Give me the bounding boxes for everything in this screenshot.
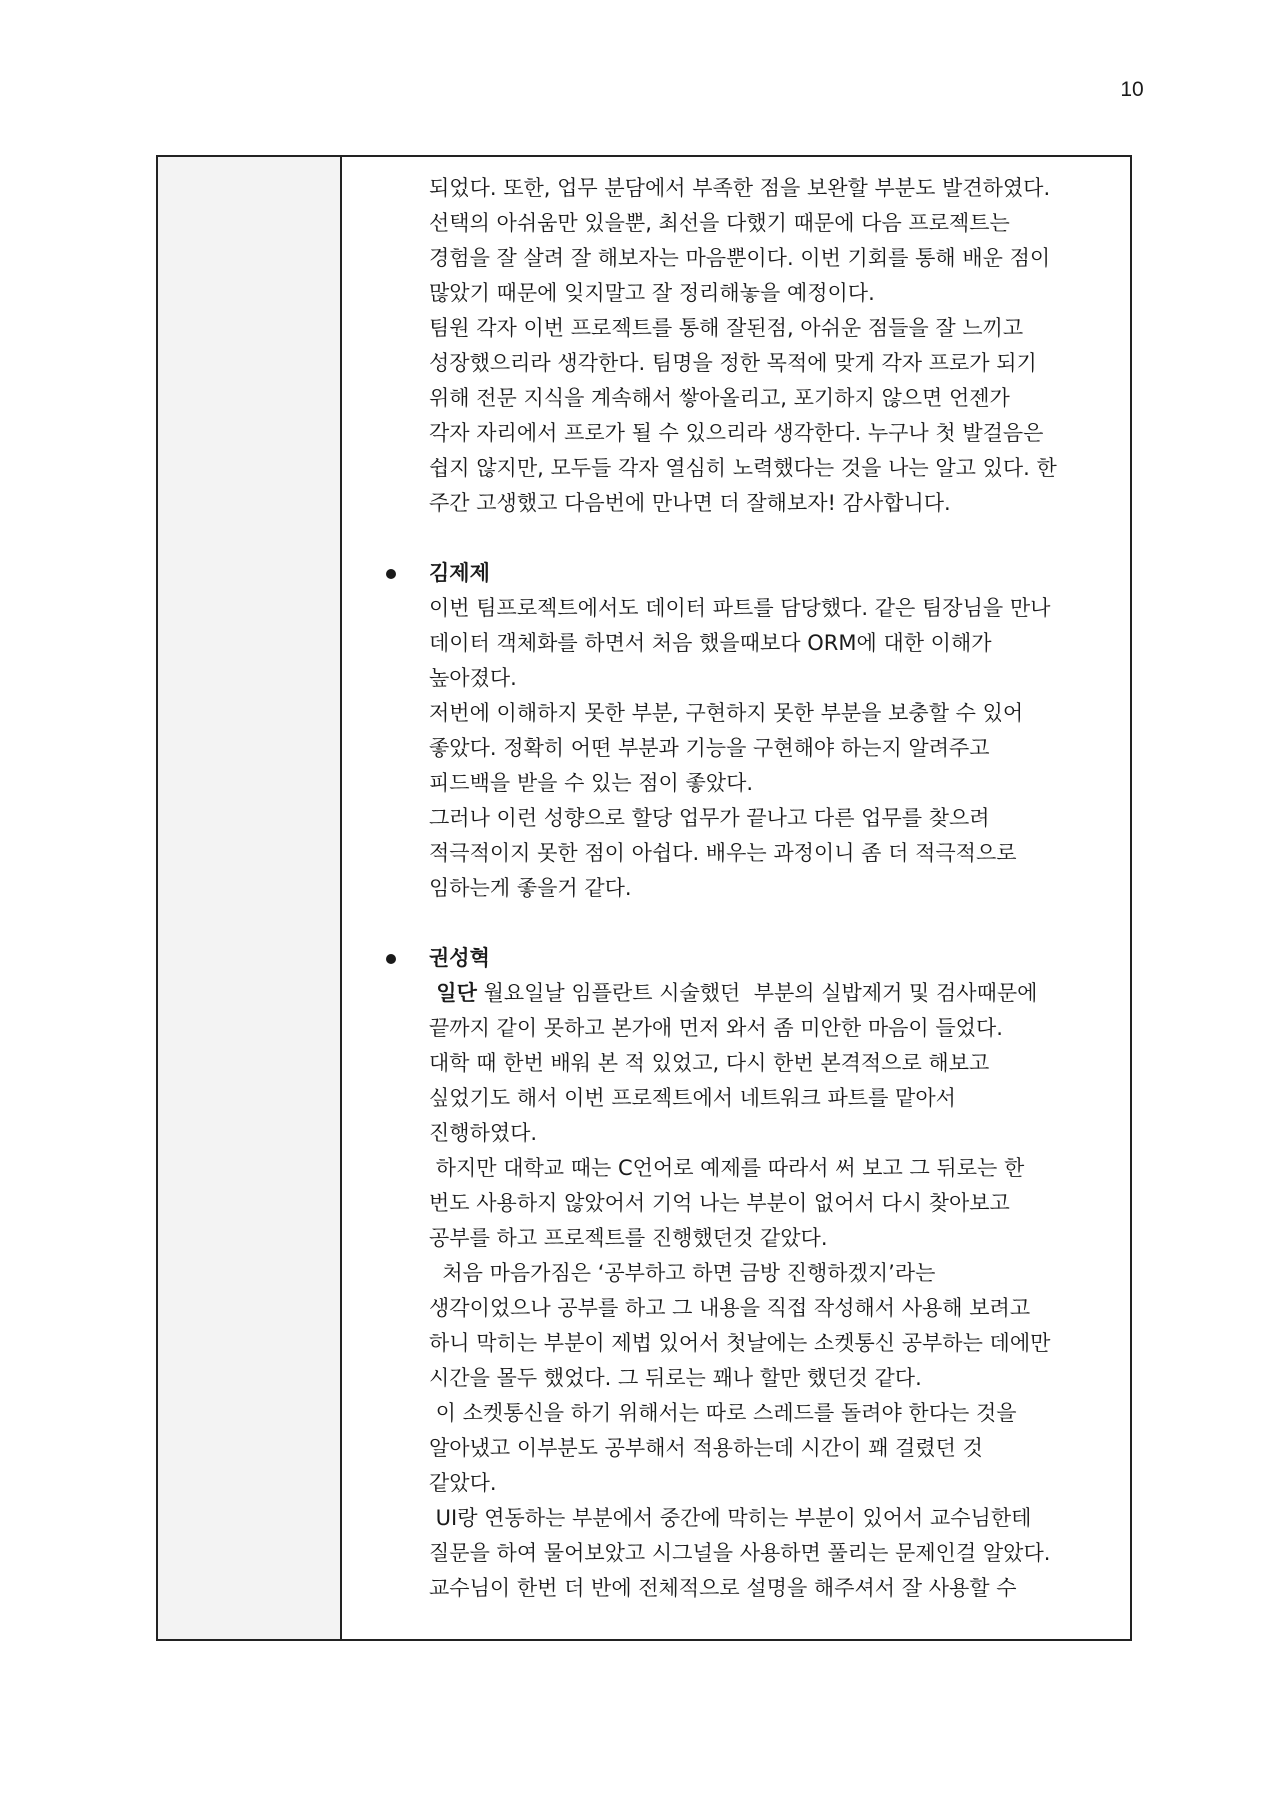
body-line: 주간 고생했고 다음번에 만나면 더 잘해보자! 감사합니다. — [429, 491, 951, 515]
body-line: 시간을 몰두 했었다. 그 뒤로는 꽤나 할만 했던것 같다. — [429, 1366, 922, 1390]
section-heading — [342, 556, 1116, 591]
body-line: 처음 마음가짐은 ‘공부하고 하면 금방 진행하겠지’라는 — [429, 1261, 936, 1285]
body-line: 성장했으리라 생각한다. 팀명을 정한 목적에 맞게 각자 프로가 되기 — [429, 351, 1037, 375]
body-line: 위해 전문 지식을 계속해서 쌓아올리고, 포기하지 않으면 언젠가 — [429, 386, 1010, 410]
body-line: 그러나 이런 성향으로 할당 업무가 끝나고 다른 업무를 찾으려 — [429, 806, 990, 830]
body-line: 이 소켓통신을 하기 위해서는 따로 스레드를 돌려야 한다는 것을 — [429, 1401, 1017, 1425]
section-heading-text: 권성혁 — [429, 946, 490, 970]
section-body — [342, 591, 1116, 906]
document-table — [156, 155, 1132, 1641]
body-line: 높아졌다. — [429, 666, 517, 690]
body-line: 피드백을 받을 수 있는 점이 좋았다. — [429, 771, 754, 795]
table-label-column — [158, 157, 342, 1639]
body-line: 싶었기도 해서 이번 프로젝트에서 네트워크 파트를 맡아서 — [429, 1086, 956, 1110]
section-kwonseonghyeok — [342, 941, 1116, 1606]
body-line: 임하는게 좋을거 같다. — [429, 876, 632, 900]
body-line: 각자 자리에서 프로가 될 수 있으리라 생각한다. 누구나 첫 발걸음은 — [429, 421, 1044, 445]
intro-paragraph — [342, 171, 1116, 521]
body-line: 알아냈고 이부분도 공부해서 적용하는데 시간이 꽤 걸렸던 것 — [429, 1436, 983, 1460]
body-text: 월요일날 임플란트 시술했던 부분의 실밥제거 및 검사때문에 — [476, 981, 1038, 1005]
table-content-column — [342, 157, 1130, 1639]
body-line: 좋았다. 정확히 어떤 부분과 기능을 구현해야 하는지 알려주고 — [429, 736, 990, 760]
body-line: 대학 때 한번 배워 본 적 있었고, 다시 한번 본격적으로 해보고 — [429, 1051, 990, 1075]
bullet-icon — [386, 569, 396, 579]
body-line: 번도 사용하지 않았어서 기억 나는 부분이 없어서 다시 찾아보고 — [429, 1191, 1010, 1215]
body-line: 경험을 잘 살려 잘 해보자는 마음뿐이다. 이번 기회를 통해 배운 점이 — [429, 246, 1051, 270]
body-line: 공부를 하고 프로젝트를 진행했던것 같았다. — [429, 1226, 828, 1250]
section-body — [342, 1011, 1116, 1606]
body-line: 선택의 아쉬움만 있을뿐, 최선을 다했기 때문에 다음 프로젝트는 — [429, 211, 1010, 235]
body-line: 하니 막히는 부분이 제법 있어서 첫날에는 소켓통신 공부하는 데에만 — [429, 1331, 1051, 1355]
body-line: 되었다. 또한, 업무 분담에서 부족한 점을 보완할 부분도 발견하였다. — [429, 176, 1051, 200]
body-line: 끝까지 같이 못하고 본가애 먼저 와서 좀 미안한 마음이 들었다. — [429, 1016, 1003, 1040]
emphasized-text: 일단 — [429, 981, 477, 1005]
body-line — [342, 976, 1116, 1011]
body-line: 생각이었으나 공부를 하고 그 내용을 직접 작성해서 사용해 보려고 — [429, 1296, 1031, 1320]
body-line: 적극적이지 못한 점이 아쉽다. 배우는 과정이니 좀 더 적극적으로 — [429, 841, 1017, 865]
body-line: 팀원 각자 이번 프로젝트를 통해 잘된점, 아쉬운 점들을 잘 느끼고 — [429, 316, 1024, 340]
section-heading-text: 김제제 — [429, 561, 490, 585]
body-line: UI랑 연동하는 부분에서 중간에 막히는 부분이 있어서 교수님한테 — [429, 1506, 1032, 1530]
body-line: 저번에 이해하지 못한 부분, 구현하지 못한 부분을 보충할 수 있어 — [429, 701, 1024, 725]
body-line: 하지만 대학교 때는 C언어로 예제를 따라서 써 보고 그 뒤로는 한 — [429, 1156, 1025, 1180]
bullet-icon — [386, 954, 396, 964]
body-line: 진행하였다. — [429, 1121, 538, 1145]
section-heading — [342, 941, 1116, 976]
body-line: 이번 팀프로젝트에서도 데이터 파트를 담당했다. 같은 팀장님을 만나 — [429, 596, 1051, 620]
body-line: 같았다. — [429, 1471, 497, 1495]
body-line: 데이터 객체화를 하면서 처음 했을때보다 ORM에 대한 이해가 — [429, 631, 992, 655]
body-line: 교수님이 한번 더 반에 전체적으로 설명을 해주셔서 잘 사용할 수 — [429, 1576, 1017, 1600]
page-number: 10 — [1120, 78, 1144, 101]
body-line: 질문을 하여 물어보았고 시그널을 사용하면 풀리는 문제인걸 알았다. — [429, 1541, 1051, 1565]
body-line: 쉽지 않지만, 모두들 각자 열심히 노력했다는 것을 나는 알고 있다. 한 — [429, 456, 1057, 480]
section-kimjeje — [342, 556, 1116, 906]
body-line: 많았기 때문에 잊지말고 잘 정리해놓을 예정이다. — [429, 281, 875, 305]
